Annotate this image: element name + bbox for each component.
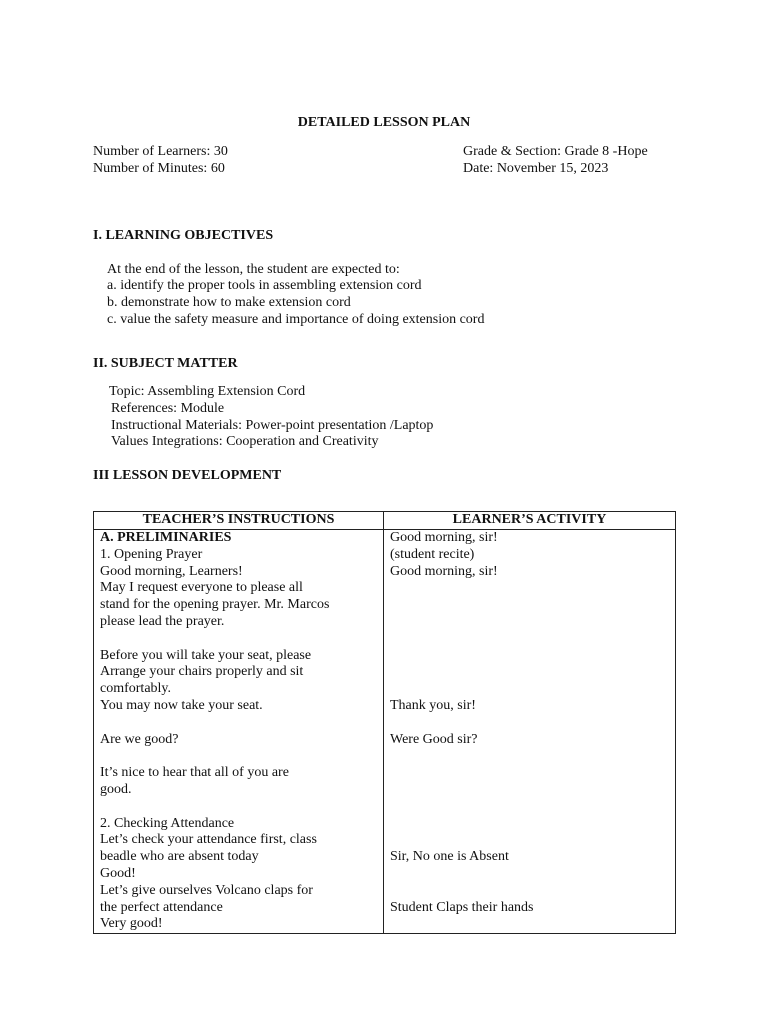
table-cell-line: 2. Checking Attendance: [100, 815, 235, 831]
table-row: [94, 530, 676, 934]
table-cell-line: [390, 681, 669, 698]
table-cell-line: You may now take your seat.: [100, 697, 263, 713]
table-cell-line: Let’s check your attendance first, class: [100, 832, 317, 848]
table-cell-line: [390, 664, 669, 681]
table-cell-line: stand for the opening prayer. Mr. Marcos: [100, 597, 330, 613]
lesson-date: Date: November 15, 2023: [463, 161, 609, 176]
table-cell-line: [390, 614, 669, 631]
table-cell-line: [390, 631, 669, 648]
learner-activity-cell: [384, 530, 676, 934]
subject-heading: II. SUBJECT MATTER: [93, 356, 238, 371]
table-cell-line: [100, 748, 377, 765]
table-cell-line: Good!: [100, 865, 136, 881]
objectives-heading: I. LEARNING OBJECTIVES: [93, 228, 274, 243]
number-of-minutes: Number of Minutes: 60: [93, 161, 225, 176]
table-cell-line: good.: [100, 781, 132, 797]
table-cell-line: [390, 597, 669, 614]
table-cell-line: [100, 715, 377, 732]
objective-item: c. value the safety measure and importance of doing extension cord: [107, 312, 485, 327]
table-header-row: [94, 512, 676, 530]
table-cell-line: 1. Opening Prayer: [100, 546, 203, 562]
table-cell-line: [390, 748, 669, 765]
table-cell-line: It’s nice to hear that all of you are: [100, 765, 289, 781]
table-cell-line: (student recite): [390, 546, 475, 562]
table-cell-line: Arrange your chairs properly and sit: [100, 664, 304, 680]
table-cell-line: [390, 799, 669, 816]
table-cell-line: [390, 782, 669, 799]
table-cell-line: Thank you, sir!: [390, 697, 476, 713]
table-cell-line: Are we good?: [100, 731, 179, 747]
table-cell-line: Good morning, Learners!: [100, 563, 243, 579]
table-cell-line: Good morning, sir!: [390, 563, 498, 579]
table-cell-line: beadle who are absent today: [100, 849, 259, 865]
table-cell-line: Student Claps their hands: [390, 899, 534, 915]
table-cell-line: [390, 580, 669, 597]
page-title: DETAILED LESSON PLAN: [297, 115, 471, 130]
subject-topic: Topic: Assembling Extension Cord: [109, 384, 306, 399]
subject-materials: Instructional Materials: Power-point presentation /Laptop: [111, 418, 434, 433]
grade-section: Grade & Section: Grade 8 -Hope: [463, 144, 648, 159]
table-cell-line: May I request everyone to please all: [100, 580, 303, 596]
table-cell-line: please lead the prayer.: [100, 613, 225, 629]
objectives-intro: At the end of the lesson, the student are expected to:: [107, 262, 400, 277]
table-cell-line: Very good!: [100, 916, 163, 932]
table-cell-line: Before you will take your seat, please: [100, 647, 312, 663]
subject-values: Values Integrations: Cooperation and Creativity: [111, 434, 379, 449]
table-cell-line: Were Good sir?: [390, 731, 478, 747]
table-cell-line: A. PRELIMINARIES: [100, 530, 232, 545]
table-cell-line: [390, 916, 669, 933]
table-cell-line: [390, 866, 669, 883]
teacher-instructions-cell: [94, 530, 384, 934]
development-heading: III LESSON DEVELOPMENT: [93, 468, 282, 483]
table-cell-line: [390, 648, 669, 665]
table-cell-line: [390, 832, 669, 849]
lesson-table: [93, 511, 676, 934]
teacher-instructions-header: TEACHER’S INSTRUCTIONS: [94, 512, 384, 530]
table-cell-line: the perfect attendance: [100, 899, 223, 915]
subject-references: References: Module: [111, 401, 225, 416]
table-cell-line: comfortably.: [100, 681, 172, 697]
table-cell-line: [100, 631, 377, 648]
table-cell-line: [390, 715, 669, 732]
objective-item: b. demonstrate how to make extension cord: [107, 295, 351, 310]
learner-activity-header: LEARNER’S ACTIVITY: [384, 512, 676, 530]
table-cell-line: Good morning, sir!: [390, 530, 498, 545]
table-cell-line: [390, 883, 669, 900]
table-cell-line: [390, 765, 669, 782]
table-cell-line: Let’s give ourselves Volcano claps for: [100, 882, 313, 898]
table-cell-line: [100, 799, 377, 816]
objective-item: a. identify the proper tools in assembling extension cord: [107, 278, 422, 293]
number-of-learners: Number of Learners: 30: [93, 144, 228, 159]
table-cell-line: Sir, No one is Absent: [390, 849, 509, 865]
table-cell-line: [390, 816, 669, 833]
